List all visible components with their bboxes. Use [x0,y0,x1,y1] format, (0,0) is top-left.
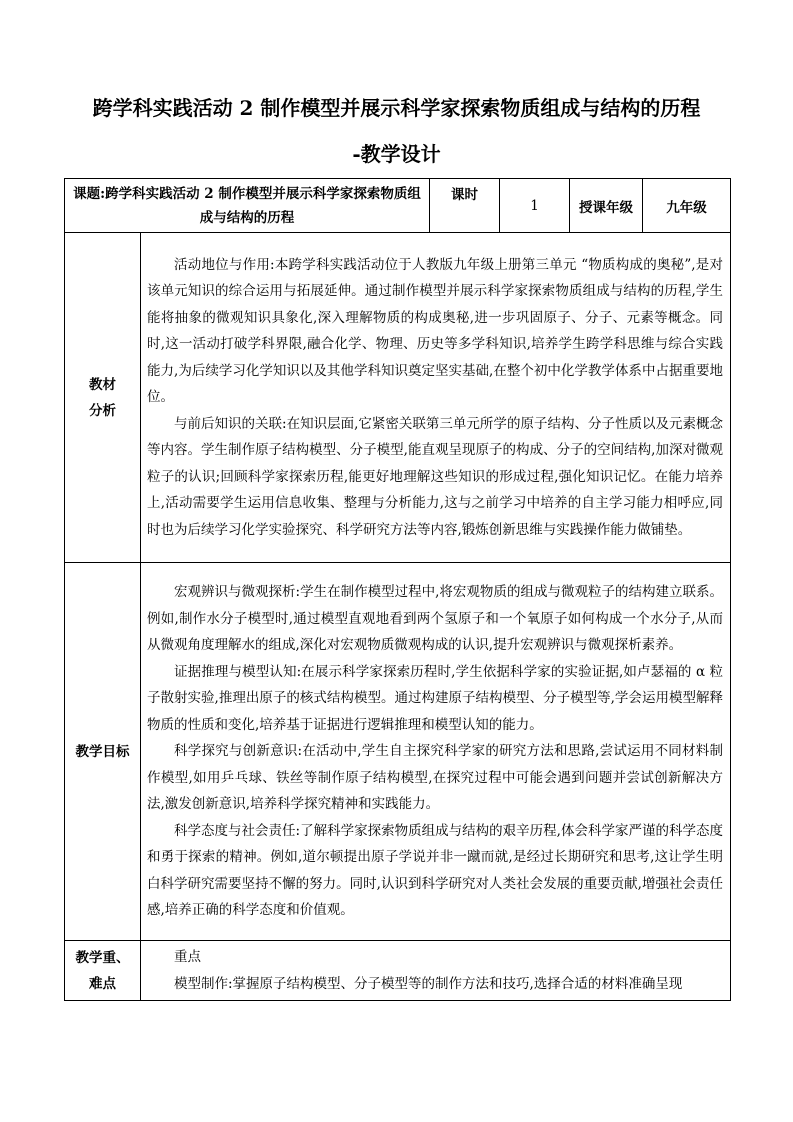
grade-label: 授课年级 [570,179,643,233]
hours-label: 课时 [430,179,500,233]
paragraph: 科学探究与创新意识:在活动中,学生自主探究科学家的研究方法和思路,尝试运用不同材料制作模型,如用乒乓球、铁丝等制作原子结构模型,在探究过程中可能会遇到问题并尝试创新解决方法,激发创新意识,培养科学探究精神和实践能力。 [147,743,723,813]
section-label-line1: 教学目标 [75,743,130,760]
lesson-plan-table [64,178,731,1001]
paragraph: 证据推理与模型认知:在展示科学家探索历程时,学生依据科学家的实验证据,如卢瑟福的 α 粒子散射实验,推理出原子的核式结构模型。通过构建原子结构模型、分子模型等,学会运用模型解释物质的性质和变化,培养基于证据进行逻辑推理和模型认知的能力。 [147,663,723,733]
hours-value: 1 [500,179,570,233]
section-content [141,233,731,563]
section-label [65,233,141,563]
section-content [141,941,731,1001]
section-label-line1: 教学重、 [75,949,130,966]
paragraph: 活动地位与作用:本跨学科实践活动位于人教版九年级上册第三单元 “物质构成的奥秘”,是对该单元知识的综合运用与拓展延伸。通过制作模型并展示科学家探索物质组成与结构的历程,学生能将抽象的微观知识具象化,深入理解物质的构成奥秘,进一步巩固原子、分子、元素等概念。同时,这一活动打破学科界限,融合化学、物理、历史等多学科知识,培养学生跨学科思维与综合实践能力,为后续学习化学知识以及其他学科知识奠定坚实基础,在整个初中化学教学体系中占据重要地位。 [147,256,723,406]
document-title-line2: -教学设计 [352,142,441,166]
paragraph: 与前后知识的关联:在知识层面,它紧密关联第三单元所学的原子结构、分子性质以及元素概念等内容。学生制作原子结构模型、分子模型,能直观呈现原子的构成、分子的空间结构,加深对微观粒子的认识;回顾科学家探索历程,能更好地理解这些知识的形成过程,强化知识记忆。在能力培养上,活动需要学生运用信息收集、整理与分析能力,这与之前学习中培养的自主学习能力相呼应,同时也为后续学习化学实验探究、科学研究方法等内容,锻炼创新思维与实践操作能力做铺垫。 [147,415,723,538]
section-key-points [65,941,731,1001]
topic-cell: 课题:跨学科实践活动 2 制作模型并展示科学家探索物质组成与结构的历程 [65,179,430,233]
paragraph: 模型制作:掌握原子结构模型、分子模型等的制作方法和技巧,选择合适的材料准确呈现 [174,975,683,992]
paragraph: 科学态度与社会责任:了解科学家探索物质组成与结构的艰辛历程,体会科学家严谨的科学态度和勇于探索的精神。例如,道尔顿提出原子学说并非一蹴而就,是经过长期研究和思考,这让学生明白科学研究需要坚持不懈的努力。同时,认识到科学研究对人类社会发展的重要贡献,增强社会责任感,培养正确的科学态度和价值观。 [147,822,723,919]
section-label [65,941,141,1001]
section-label [65,563,141,941]
section-content [141,563,731,941]
paragraph: 宏观辨识与微观探析:学生在制作模型过程中,将宏观物质的组成与微观粒子的结构建立联系。例如,制作水分子模型时,通过模型直观地看到两个氢原子和一个氧原子如何构成一个水分子,从而从微观角度理解水的组成,深化对宏观物质微观构成的认识,提升宏观辨识与微观探析素养。 [147,584,723,654]
section-label-line1: 教材 [89,376,116,393]
section-teaching-goals [65,563,731,941]
header-row [65,179,731,233]
section-textbook-analysis [65,233,731,563]
document-title-line1: 跨学科实践活动 2 制作模型并展示科学家探索物质组成与结构的历程 [92,96,701,120]
grade-value: 九年级 [643,179,731,233]
paragraph: 重点 [174,949,201,965]
section-label-line2: 分析 [89,402,116,419]
section-label-line2: 难点 [89,975,116,992]
